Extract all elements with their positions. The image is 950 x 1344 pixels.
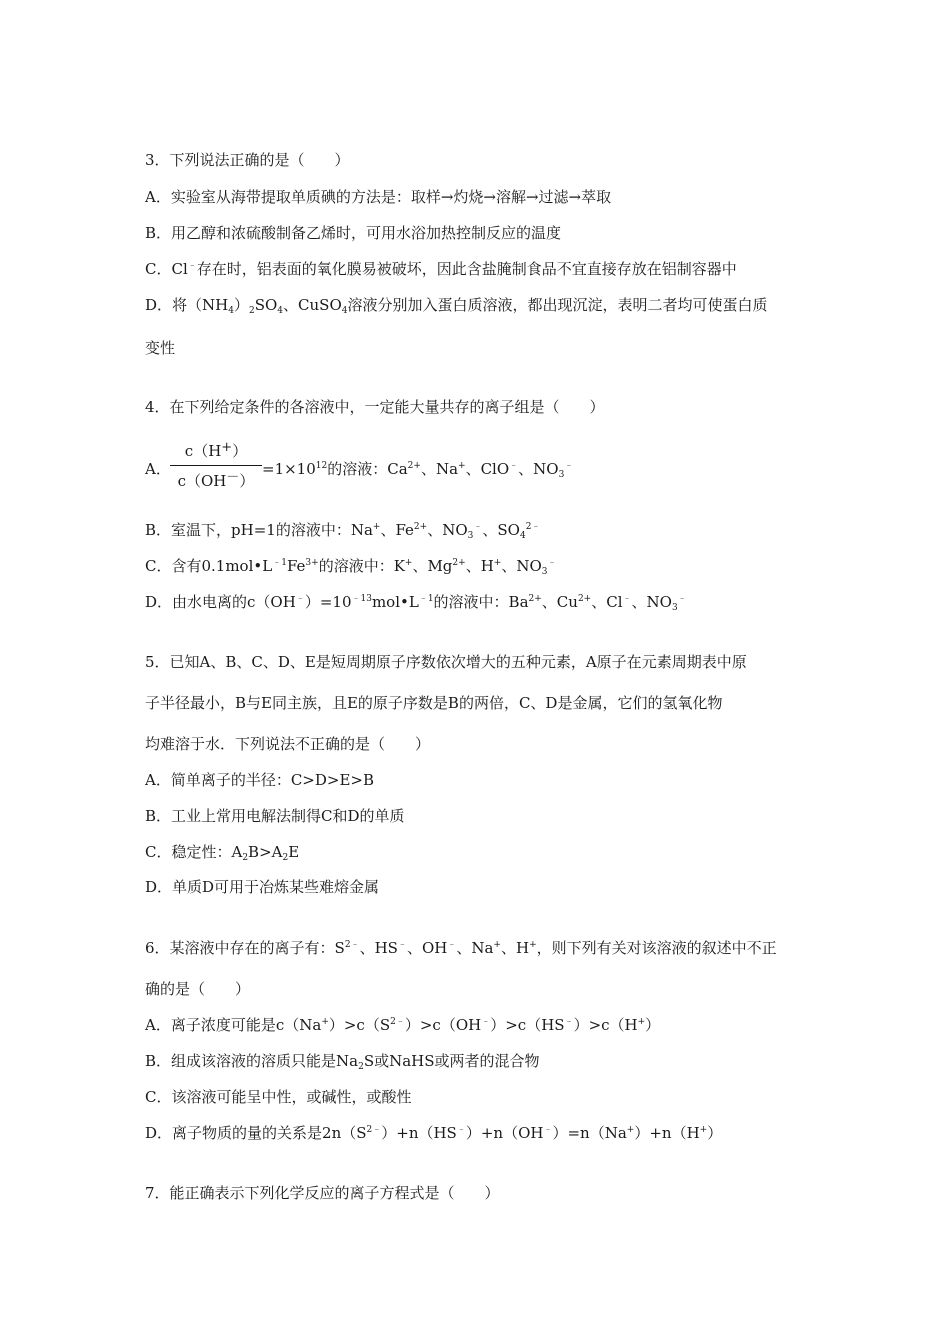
q5-option-c: C．稳定性：$A_2B>A_2E$ <box>145 843 300 863</box>
q4-stem: 4．在下列给定条件的各溶液中，一定能大量共存的离子组是（ ） <box>145 398 605 416</box>
q3-stem: 3．下列说法正确的是（ ） <box>145 151 350 169</box>
fraction-denominator: c（OH－） <box>177 470 255 490</box>
q3-option-d: D．将$(NH_4)_2SO_4$、CuSO$_4$溶液分别加入蛋白质溶液，都出现沉淀，表明二者均可使蛋白质 <box>145 296 768 316</box>
q3-option-a: A．实验室从海带提取单质碘的方法是：取样→灼烧→溶解→过滤→萃取 <box>145 188 612 206</box>
q5-stem-line-1: 5．已知A、B、C、D、E是短周期原子序数依次增大的五种元素，A原子在元素周期表中原 <box>145 653 747 671</box>
q4-option-a-label: A． <box>145 460 171 478</box>
q5-stem-line-3: 均难溶于水．下列说法不正确的是（ ） <box>145 735 431 753</box>
q5-option-d: D．单质D可用于冶炼某些难熔金属 <box>145 878 380 896</box>
q5-stem-line-2: 子半径最小，B与E同主族，且E的原子序数是B的两倍，C、D是金属，它们的氢氧化物 <box>145 694 723 712</box>
q5-option-b: B．工业上常用电解法制得C和D的单质 <box>145 807 405 825</box>
q3-option-b: B．用乙醇和浓硫酸制备乙烯时，可用水浴加热控制反应的温度 <box>145 224 562 242</box>
q4-fraction <box>170 441 262 497</box>
q6-option-d: D．离子物质的量的关系是$2n(S^{2﹣})+n(HS^﹣)+n(OH^﹣)=n(Na^+)+n(H^+)$ <box>145 1124 723 1142</box>
fraction-numerator: c（H+） <box>184 440 248 460</box>
q7-stem: 7．能正确表示下列化学反应的离子方程式是（ ） <box>145 1184 500 1202</box>
q3-option-c: C．Cl﹣存在时，铝表面的氧化膜易被破坏，因此含盐腌制食品不宜直接存放在铝制容器中 <box>145 260 737 278</box>
q4-option-a-text: $=1\times 10^{12}$的溶液：$Ca^{2+}$、Na+、ClO﹣、$NO_3^﹣$ <box>262 460 574 480</box>
q6-option-c: C．该溶液可能呈中性，或碱性，或酸性 <box>145 1088 412 1106</box>
q5-option-a: A．简单离子的半径：C>D>E>B <box>145 771 375 789</box>
q3-option-d-continued: 变性 <box>145 339 176 357</box>
q6-option-a: A．离子浓度可能是$c(Na^+)>c(S^{2﹣})>c(OH^﹣)>c(HS^﹣)>c(H^+)$ <box>145 1016 661 1034</box>
q4-option-b: B．室温下，pH=1的溶液中：Na+、$Fe^{2+}$、$NO_3^﹣$、$SO_4^{2﹣}$ <box>145 521 541 541</box>
q6-stem-line-2: 确的是（ ） <box>145 980 251 998</box>
q6-stem-line-1: 6．某溶液中存在的离子有：$S^{2﹣}$、HS﹣、OH﹣、Na+、H+，则下列有关对该溶液的叙述中不正 <box>145 939 777 957</box>
q4-option-d: D．由水电离的$c(OH^﹣)=10^{﹣13}mol•L^{﹣1}$的溶液中：$Ba^{2+}$、$Cu^{2+}$、Cl﹣、$NO_3^﹣$ <box>145 593 687 613</box>
q6-option-b: B．组成该溶液的溶质只能是$Na_2S$或NaHS或两者的混合物 <box>145 1052 540 1072</box>
fraction-bar <box>170 465 262 466</box>
q4-option-c: C．含有$0.1mol•L^{﹣1}Fe^{3+}$的溶液中：K+、$Mg^{2+}$、H+、$NO_3^﹣$ <box>145 557 557 577</box>
